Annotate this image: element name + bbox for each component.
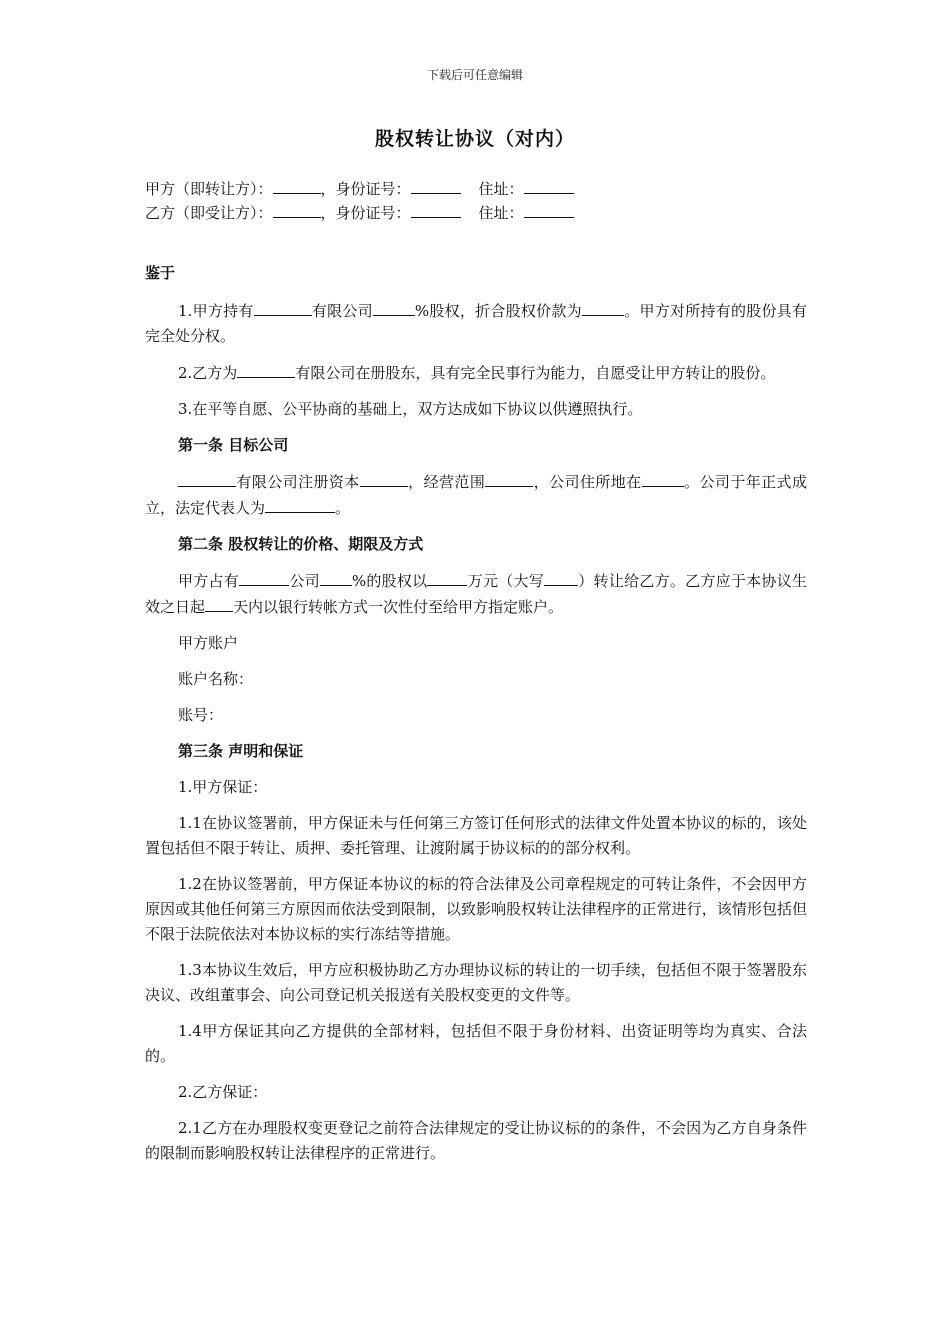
party-a-line xyxy=(145,176,825,200)
article-2-percent-blank[interactable] xyxy=(320,568,352,586)
article-1-capital-blank[interactable] xyxy=(360,469,408,487)
article-1-text-d: 。公司于年正式成立，法定代表人为 xyxy=(145,473,807,517)
article-1-text-a: 有限公司注册资本 xyxy=(236,473,360,491)
article-1-text xyxy=(145,469,807,521)
article-2-heading: 第二条 股权转让的价格、期限及方式 xyxy=(178,535,424,553)
recital-2-text-a: 2.乙方为 xyxy=(178,364,238,382)
recitals-heading: 鉴于 xyxy=(145,264,176,282)
recital-1-text-c: %股权，折合股权价款为 xyxy=(414,302,582,320)
article-1-text-c: ，公司住所地在 xyxy=(533,473,642,491)
article-3-clause-1-1: 1.1在协议签署前，甲方保证未与任何第三方签订任何形式的法律文件处置本协议的标的，该处置包括但不限于转让、质押、委托管理、让渡附属于协议标的的部分权利。 xyxy=(145,814,807,857)
article-2-text-d: 万元（大写 xyxy=(467,572,545,590)
article-2-account-no: 账号： xyxy=(178,706,224,724)
recital-2-text-b: 有限公司在册股东，具有完全民事行为能力，自愿受让甲方转让的股份。 xyxy=(295,364,776,382)
article-3-clause-1-2: 1.2在协议签署前，甲方保证本协议的标的符合法律及公司章程规定的可转让条件，不会因甲方原因或其他任何第三方原因而依法受到限制，以致影响股权转让法律程序的正常进行，该情形包括但不限于法院依法对本协议标的实行冻结等措施。 xyxy=(145,875,807,943)
article-2-text-c: %的股权以 xyxy=(351,572,428,590)
party-a-id-blank[interactable] xyxy=(411,176,461,194)
party-b-id-blank[interactable] xyxy=(411,200,461,218)
document-title: 股权转让协议（对内） xyxy=(374,128,575,150)
article-1-heading: 第一条 目标公司 xyxy=(178,436,289,454)
party-b-line xyxy=(145,200,825,224)
article-3-clause-1-4: 1.4甲方保证其向乙方提供的全部材料，包括但不限于身份材料、出资证明等均为真实、合法的。 xyxy=(145,1022,807,1065)
article-3-clause-2-1: 2.1乙方在办理股权变更登记之前符合法律规定的受让协议标的的条件，不会因为乙方自身条件的限制而影响股权转让法律程序的正常进行。 xyxy=(145,1119,807,1162)
header-watermark: 下载后可任意编辑 xyxy=(426,68,523,82)
recital-1-company-blank[interactable] xyxy=(254,298,312,316)
party-a-id-label: ，身份证号： xyxy=(320,180,411,198)
article-1-representative-blank[interactable] xyxy=(265,495,335,513)
article-3-party-a-title: 1.甲方保证： xyxy=(178,778,268,796)
party-b-addr-label: 住址： xyxy=(478,204,524,222)
party-a-name-blank[interactable] xyxy=(273,176,321,194)
article-2-text xyxy=(145,568,807,620)
article-2-text-f: 天内以银行转帐方式一次性付至给甲方指定账户。 xyxy=(233,598,564,616)
recital-2 xyxy=(145,360,807,386)
agreement-body xyxy=(145,260,807,1177)
recital-1-price-blank[interactable] xyxy=(582,298,624,316)
article-3-clause-1-3: 1.3本协议生效后，甲方应积极协助乙方办理协议标的转让的一切手续，包括但不限于签署股东决议、改组董事会、向公司登记机关报送有关股权变更的文件等。 xyxy=(145,961,807,1004)
article-2-account-name: 账户名称： xyxy=(178,670,254,688)
article-1-address-blank[interactable] xyxy=(642,469,684,487)
recital-3: 3.在平等自愿、公平协商的基础上，双方达成如下协议以供遵照执行。 xyxy=(178,400,643,418)
party-a-addr-label: 住址： xyxy=(478,180,524,198)
party-b-id-label: ，身份证号： xyxy=(320,204,411,222)
recital-1-percent-blank[interactable] xyxy=(373,298,415,316)
article-2-account-title: 甲方账户 xyxy=(178,634,239,652)
article-2-text-b: 公司 xyxy=(289,572,320,590)
article-2-amount-words-blank[interactable] xyxy=(544,568,578,586)
article-2-text-a: 甲方占有 xyxy=(178,572,240,590)
party-a-label: 甲方（即转让方）： xyxy=(145,180,273,198)
article-2-amount-blank[interactable] xyxy=(427,568,467,586)
article-2-text-e: ）转让给乙方。乙方应于本协议生效之日起 xyxy=(145,572,807,616)
recital-1-text-b: 有限公司 xyxy=(311,302,373,320)
recital-1-text-d: 。甲方对所持有的股份具有完全处分权。 xyxy=(145,302,807,345)
recital-2-company-blank[interactable] xyxy=(237,360,295,378)
article-2-company-blank[interactable] xyxy=(239,568,289,586)
article-1-text-e: 。 xyxy=(335,499,351,517)
party-b-name-blank[interactable] xyxy=(273,200,321,218)
article-3-heading: 第三条 声明和保证 xyxy=(178,742,304,760)
party-a-addr-blank[interactable] xyxy=(524,176,574,194)
recital-1 xyxy=(145,298,807,349)
party-b-label: 乙方（即受让方）： xyxy=(145,204,273,222)
recital-1-text-a: 1.甲方持有 xyxy=(178,302,254,320)
article-1-scope-blank[interactable] xyxy=(485,469,533,487)
parties-block xyxy=(145,176,825,224)
article-1-company-blank[interactable] xyxy=(178,469,236,487)
party-b-addr-blank[interactable] xyxy=(524,200,574,218)
article-1-text-b: ，经营范围 xyxy=(407,473,486,491)
article-3-party-b-title: 2.乙方保证： xyxy=(178,1083,268,1101)
article-2-days-blank[interactable] xyxy=(205,594,233,612)
